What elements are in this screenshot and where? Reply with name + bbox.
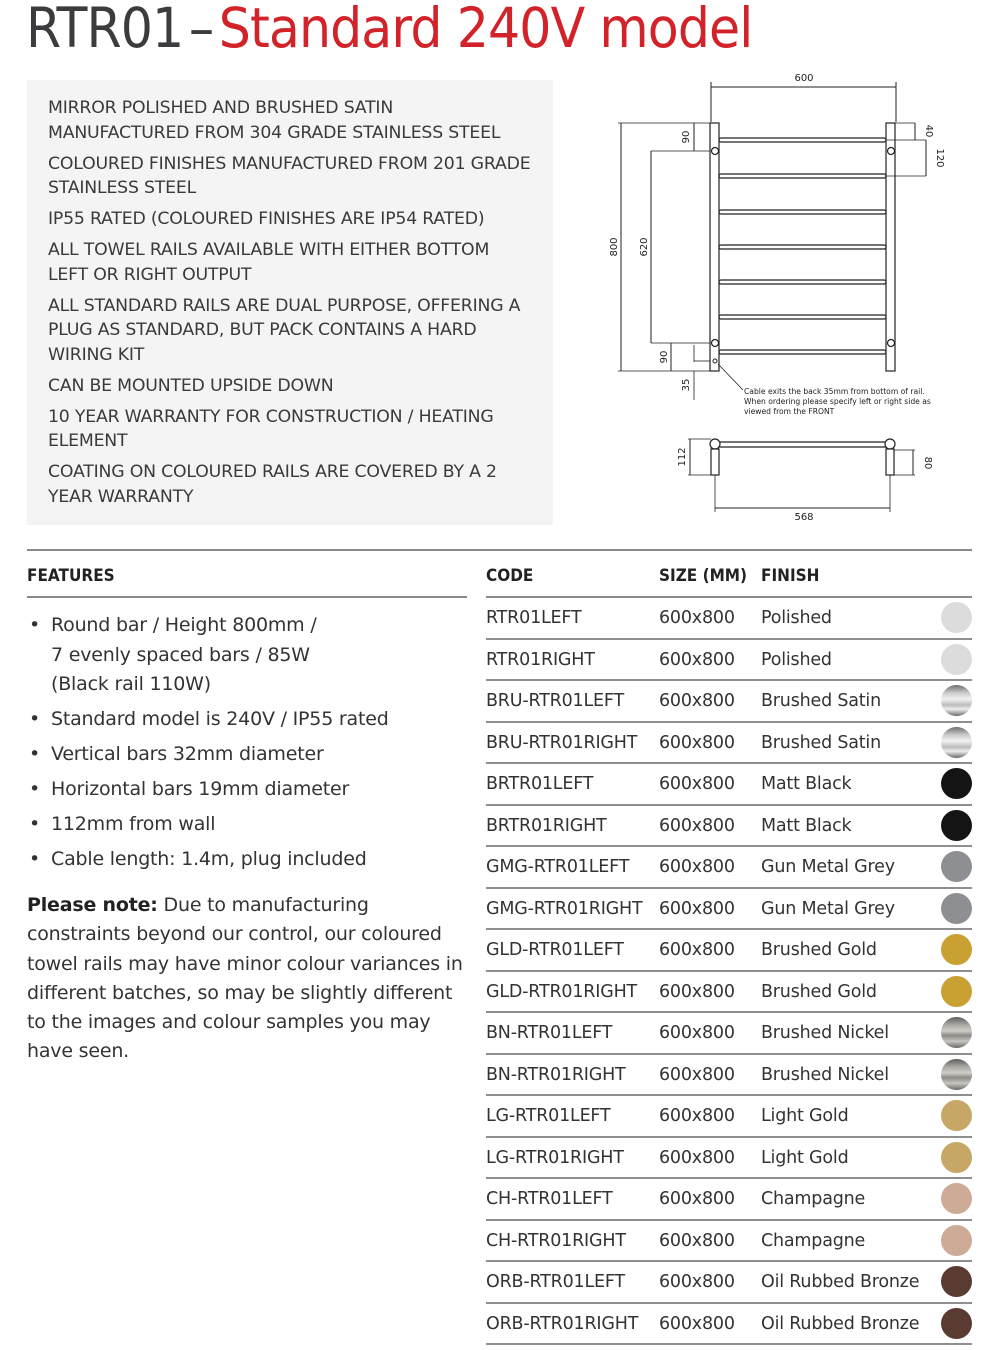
horizontal-bar [719,138,886,142]
product-size: 600x800 [659,1230,735,1251]
feature-item [27,810,467,840]
product-row [486,640,972,682]
right-spacing-label: 120 [934,148,945,168]
spec-item: IP55 RATED (COLOURED FINISHES ARE IP54 RATED) [48,209,485,229]
finish-swatch-icon [941,1017,972,1048]
finish-swatch-icon [941,810,972,841]
feature-line: Cable length: 1.4m, plug included [51,848,367,870]
horizontal-bar [719,315,886,319]
finish-swatch-icon [941,1100,972,1131]
side-view [688,439,915,512]
product-row [486,598,972,640]
product-finish: Brushed Gold [761,981,877,1002]
product-code: LG-RTR01RIGHT [486,1147,624,1168]
note-label: Please note: [27,894,158,916]
product-finish: Champagne [761,1230,866,1251]
inner-height-label: 620 [639,237,650,257]
feature-line: (Black rail 110W) [51,673,211,695]
product-finish: Gun Metal Grey [761,857,895,877]
horizontal-bar [719,210,886,214]
product-finish: Gun Metal Grey [761,898,895,919]
section-divider-top [27,549,972,551]
product-size: 600x800 [659,649,735,670]
bullet-icon: • [29,848,41,870]
product-finish: Brushed Gold [761,940,877,960]
product-code: BN-RTR01RIGHT [486,1064,626,1085]
side-post [711,449,719,475]
product-size: 600x800 [659,815,735,836]
product-size: 600x800 [659,940,735,960]
feature-line: Standard model is 240V / IP55 rated [51,708,389,730]
product-size: 600x800 [659,857,735,877]
finish-swatch-icon [941,768,972,799]
specifications-box [27,80,553,525]
cable-note-line: viewed from the FRONT [744,407,835,416]
side-post-cap [710,439,720,449]
product-finish: Light Gold [761,1147,849,1168]
finish-swatch-icon [941,602,972,633]
centres-label: 568 [794,512,814,523]
finish-swatch-icon [941,976,972,1007]
side-post [886,449,894,475]
finish-swatch-icon [941,1183,972,1214]
product-code: BN-RTR01LEFT [486,1023,613,1043]
technical-diagram [580,60,980,530]
spec-item: ALL TOWEL RAILS AVAILABLE WITH EITHER BOTTOM LEFT OR RIGHT OUTPUT [48,240,490,285]
spec-item: ALL STANDARD RAILS ARE DUAL PURPOSE, OFFERING A PLUG AS STANDARD, BUT PACK CONTAINS A HARD WIRING KIT [48,295,521,365]
product-finish: Polished [761,608,832,628]
product-finish: Light Gold [761,1106,849,1126]
finish-swatch-icon [941,1225,972,1256]
product-code: BRU-RTR01LEFT [486,691,624,711]
feature-line: Vertical bars 32mm diameter [51,743,324,765]
depth-label: 112 [677,447,688,467]
product-row [486,889,972,931]
right-top-label: 40 [923,124,934,138]
page-title [26,0,752,60]
product-size: 600x800 [659,1064,735,1085]
product-code: GLD-RTR01RIGHT [486,981,638,1002]
feature-item [27,845,467,875]
feature-line: Horizontal bars 19mm diameter [51,778,350,800]
features-heading: FEATURES [27,566,115,586]
product-code: CH-RTR01LEFT [486,1189,613,1209]
spec-item: 10 YEAR WARRANTY FOR CONSTRUCTION / HEATING ELEMENT [48,406,494,451]
horizontal-bar [719,350,886,354]
bullet-icon: • [29,743,41,765]
feature-line: 7 evenly spaced bars / 85W [51,643,310,666]
product-row [486,764,972,806]
horizontal-bar [719,280,886,284]
cable-exit [713,359,717,363]
height-label: 800 [609,237,620,257]
bullet-icon: • [29,778,41,800]
spec-item: COLOURED FINISHES MANUFACTURED FROM 201 GRADE STAINLESS STEEL [48,153,531,198]
horizontal-bar [719,174,886,178]
product-table [486,598,972,1345]
product-row [486,1138,972,1180]
finish-swatch-icon [941,727,972,758]
product-row [486,681,972,723]
spec-item: COATING ON COLOURED RAILS ARE COVERED BY A 2 YEAR WARRANTY [48,462,497,507]
product-size: 600x800 [659,1272,735,1292]
product-row [486,930,972,972]
cable-note-line: Cable exits the back 35mm from bottom of rail. [744,387,925,396]
mounting-point [888,148,895,155]
product-finish: Matt Black [761,774,852,794]
product-finish: Polished [761,649,832,670]
finish-swatch-icon [941,1266,972,1297]
product-size: 600x800 [659,608,735,628]
product-size: 600x800 [659,1023,735,1043]
model-name: Standard 240V model [218,0,753,60]
product-finish: Brushed Satin [761,691,881,711]
horizontal-bars [719,138,886,354]
product-row [486,1179,972,1221]
feature-item [27,740,467,770]
feature-item [27,611,467,700]
feature-line: 112mm from wall [51,813,216,835]
finish-swatch-icon [941,893,972,924]
product-finish: Brushed Nickel [761,1023,889,1043]
product-size: 600x800 [659,1106,735,1126]
product-code: GLD-RTR01LEFT [486,940,624,960]
product-code: BRTR01RIGHT [486,815,607,836]
width-label: 600 [794,73,814,84]
finish-swatch-icon [941,685,972,716]
finish-swatch-icon [941,1059,972,1090]
product-finish: Matt Black [761,815,852,836]
product-size: 600x800 [659,691,735,711]
column-header-size: SIZE (MM) [659,566,748,586]
model-code: RTR01 [26,0,184,60]
cable-note-line: When ordering please specify left or right side as [744,397,931,406]
mounting-point [712,340,719,347]
product-row [486,1262,972,1304]
product-size: 600x800 [659,1147,735,1168]
side-post-cap [885,439,895,449]
product-code: LG-RTR01LEFT [486,1106,611,1126]
bullet-icon: • [29,813,41,835]
features-header-divider [27,596,467,598]
product-code: GMG-RTR01RIGHT [486,898,643,919]
product-row [486,1055,972,1097]
column-header-finish: FINISH [761,566,820,586]
note-text: Due to manufacturing constraints beyond our control, our coloured towel rails may have minor colour variances in different batches, so may be slightly different to the images and colour samples you may have seen. [27,894,463,1063]
left-upright [710,123,719,371]
product-code: GMG-RTR01LEFT [486,857,630,877]
product-row [486,806,972,848]
product-finish: Champagne [761,1189,866,1209]
product-code: BRTR01LEFT [486,774,594,794]
finish-swatch-icon [941,1308,972,1339]
finish-swatch-icon [941,851,972,882]
features-list [27,611,467,880]
product-code: CH-RTR01RIGHT [486,1230,626,1251]
leader-line [718,364,743,390]
bracket-label: 80 [922,456,933,470]
cable-offset-label: 35 [681,378,692,392]
bullet-icon: • [29,708,41,730]
product-row [486,1304,972,1346]
feature-item [27,775,467,805]
right-upright [886,123,895,371]
product-size: 600x800 [659,981,735,1002]
finish-swatch-icon [941,644,972,675]
product-size: 600x800 [659,1189,735,1209]
product-size: 600x800 [659,774,735,794]
title-dash: – [188,0,214,60]
column-header-code: CODE [486,566,534,586]
product-code: ORB-RTR01LEFT [486,1272,625,1292]
product-finish: Oil Rubbed Bronze [761,1313,920,1334]
product-row [486,1221,972,1263]
feature-item [27,705,467,735]
top-offset-label: 90 [681,130,692,144]
product-size: 600x800 [659,898,735,919]
product-finish: Brushed Satin [761,732,881,753]
spec-item: CAN BE MOUNTED UPSIDE DOWN [48,375,334,396]
product-finish: Brushed Nickel [761,1064,889,1085]
product-size: 600x800 [659,732,735,753]
horizontal-bar [719,245,886,249]
bullet-icon: • [29,614,41,636]
spec-item: MIRROR POLISHED AND BRUSHED SATIN MANUFACTURED FROM 304 GRADE STAINLESS STEEL [48,98,501,143]
finish-swatch-icon [941,934,972,965]
product-row [486,972,972,1014]
product-code: RTR01RIGHT [486,649,595,670]
feature-line: Round bar / Height 800mm / [51,614,317,636]
product-code: BRU-RTR01RIGHT [486,732,638,753]
product-row [486,1096,972,1138]
product-row [486,723,972,765]
bottom-offset-label: 90 [659,350,670,364]
mounting-point [712,148,719,155]
dimension-drawing [580,60,980,530]
product-code: RTR01LEFT [486,608,582,628]
product-size: 600x800 [659,1313,735,1334]
finish-swatch-icon [941,1142,972,1173]
product-finish: Oil Rubbed Bronze [761,1272,920,1292]
product-code: ORB-RTR01RIGHT [486,1313,639,1334]
colour-variance-note [27,891,467,1067]
mounting-point [888,340,895,347]
product-row [486,1013,972,1055]
product-row [486,847,972,889]
